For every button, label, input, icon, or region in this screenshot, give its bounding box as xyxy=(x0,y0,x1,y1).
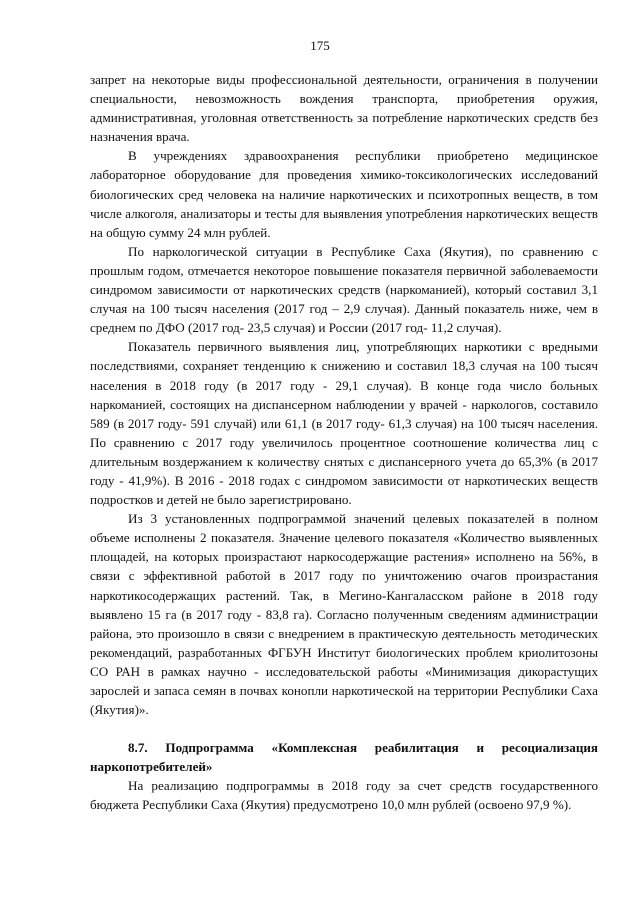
paragraph-section-funding: На реализацию подпрограммы в 2018 году за счет средств государственного бюджета Республики Саха (Якутия) предусмотрено 10,0 млн рублей (освоено 97,9 %). xyxy=(90,778,598,813)
paragraph-detection-rate: Показатель первичного выявления лиц, употребляющих наркотики с вредными последствиями, сохраняет тенденцию к снижению и составил 18,3 случая на 100 тысяч населения в 2018 году (в 2017 году - 29,1 случая). В конце года число больных наркоманией, состоящих на диспансерном наблюдении у врачей - наркологов, составило 589 (в 2017 году- 591 случай) или 61,1 (в 2017 году- 61,3 случая) на 100 тысяч населения. По сравнению с 2017 году увеличилось процентное соотношение количества лиц с длительным воздержанием к количеству снятых с диспансерного учета до 65,3% (в 2017 году - 41,9%). В 2016 - 2018 годах с синдромом зависимости от наркотических веществ подростков и детей не было зарегистрировано. xyxy=(90,339,598,508)
paragraph-narcological-situation: По наркологической ситуации в Республике Саха (Якутия), по сравнению с прошлым годом, отмечается некоторое повышение показателя первичной заболеваемости синдромом зависимости от наркотических средств (наркоманией), который составил 3,1 случая на 100 тысяч населения (2017 год – 2,9 случая). Данный показатель ниже, чем в среднем по ДФО (2017 год- 23,5 случая) и России (2017 год- 11,2 случая). xyxy=(90,243,598,336)
paragraph-lab-equipment: В учреждениях здравоохранения республики приобретено медицинское лабораторное оборудование для проведения химико-токсикологических исследований биологических сред человека на наличие наркотических и психотропных веществ, в том числе алкоголя, анализаторы и тесты для выявления употребления наркотических веществ на общую сумму 24 млн рублей. xyxy=(90,148,598,240)
paragraph-target-indicators: Из 3 установленных подпрограммой значений целевых показателей в полном объеме исполнены 2 показателя. Значение целевого показателя «Количество выявленных площадей, на которых произрастают наркосодержащие растения» исполнено на 56%, в связи с эффективной работой в 2017 году по уничтожению очагов произрастания наркотикосодержащих растений. Так, в Мегино-Кангаласском районе в 2018 году выявлено 15 га (в 2017 году - 83,8 га). Согласно полученным сведениям администрации района, это произошло в связи с внедрением в практическую деятельность методических рекомендаций, разработанных ФГБУН Институт биологических проблем криолитозоны СО РАН в рамках научно - исследовательской работы «Минимизация дикорастущих зарослей и запаса семян в почвах конопли наркотической на территории Республики Саха (Якутия)». xyxy=(90,511,598,718)
page-content xyxy=(90,70,598,815)
paragraph-continuation: запрет на некоторые виды профессиональной деятельности, ограничения в получении специальности, невозможность вождения транспорта, приобретения оружия, административная, уголовная ответственность за потребление наркотических средств без назначения врача. xyxy=(90,72,598,145)
page-number: 175 xyxy=(310,38,330,53)
section-heading: 8.7. Подпрограмма «Комплексная реабилитация и ресоциализация наркопотребителей» xyxy=(90,740,598,775)
